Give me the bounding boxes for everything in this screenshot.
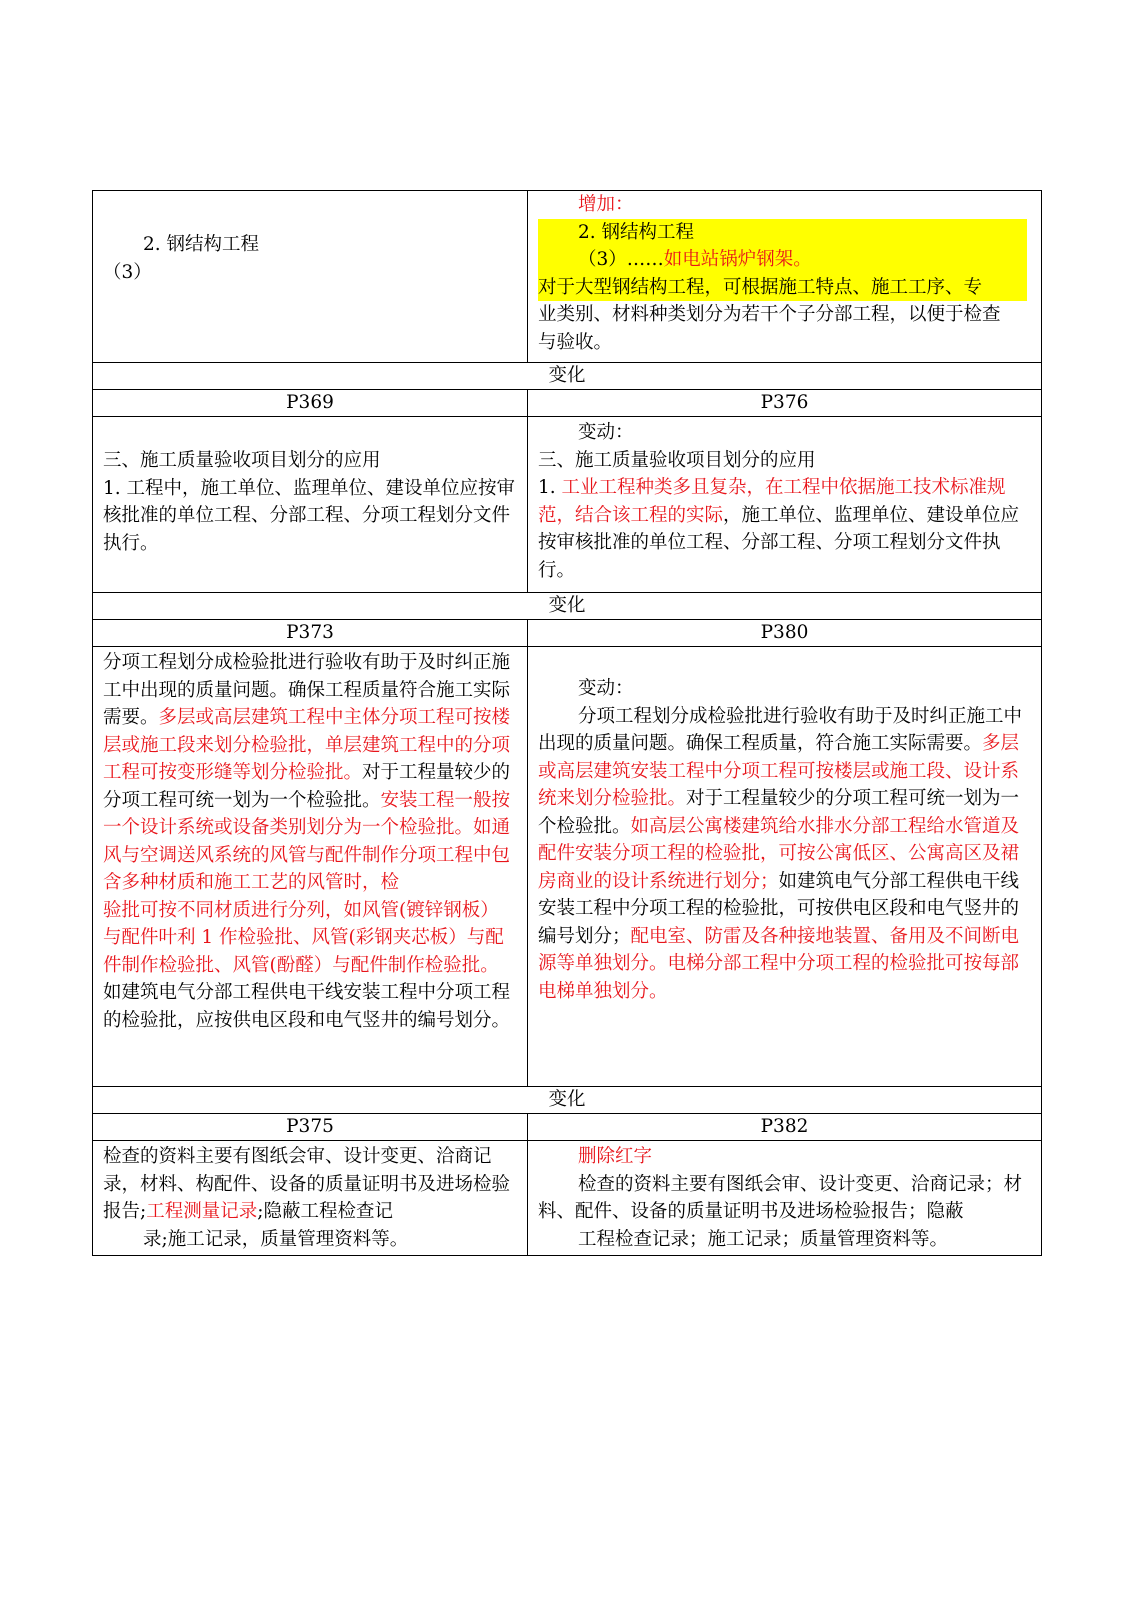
table-row [93,647,1042,1087]
new-page-ref: P382 [528,1114,1042,1141]
paragraph: 1. 工程中，施工单位、监理单位、建设单位应按审核批准的单位工程、分部工程、分项工程划分文件执行。 [103,477,516,554]
highlighted-paragraph: 对于大型钢结构工程，可根据施工特点、施工工序、专 [538,276,983,298]
paragraph [103,649,517,897]
change-label: 变化 [93,363,1042,390]
comparison-table [92,190,1042,1256]
change-label: 变化 [93,1087,1042,1114]
item-prefix: （3）…… [578,249,664,270]
old-text-cell [93,1141,528,1256]
page-ref-row [93,620,1042,647]
paragraph [538,474,1033,584]
body-text: 如建筑电气分部工程供电干线安装工程中分项工程的检验批，应按供电区段和电气竖井的编号划分。 [103,982,511,1031]
table-row [93,1141,1042,1256]
item-number: 1. [538,477,562,498]
red-text: 多层或高层建筑安装工程中分项工程可按楼层或施工段、设计系统来划分检验批。 [538,733,1020,809]
section-title: 2. 钢结构工程 [143,234,260,255]
change-separator-row [93,363,1042,390]
paragraph: 业类别、材料种类划分为若干个子分部工程，以便于检查与验收。 [538,304,1001,353]
body-text: 对于工程量较少的分项工程可统一划为一个检验批。 [103,762,511,811]
old-text-cell [93,191,528,363]
old-text-cell [93,647,528,1087]
section-heading: 三、施工质量验收项目划分的应用 [103,450,381,471]
body-text: 如建筑电气分部工程供电干线安装工程中分项工程的检验批，可按供电区段和电气竖井的编号划分； [538,870,1020,947]
table-row [93,191,1042,363]
new-text-cell [528,1141,1042,1256]
changed-label: 变动： [578,422,634,443]
red-text: 工程测量记录 [146,1201,258,1222]
new-page-ref: P376 [528,390,1042,417]
changed-label: 变动： [578,678,634,699]
red-text: 安装工程一般按一个设计系统或设备类别划分为一个检验批。如通风与空调送风系统的风管与配件制作分项工程中包含多种材质和施工工艺的风管时，检 [103,789,511,893]
new-text-cell [528,417,1042,593]
change-label: 变化 [93,593,1042,620]
paragraph [103,1143,517,1226]
table-row [93,417,1042,593]
body-text: ，施工单位、监理单位、建设单位应按审核批准的单位工程、分部工程、分项工程划分文件执行。 [538,504,1020,581]
item-label: （3） [103,261,152,283]
page-ref-row [93,390,1042,417]
body-text: 对于工程量较少的分项工程可统一划为一个检验批。 [538,788,1020,837]
body-text: ;隐蔽工程检查记 [257,1201,393,1222]
paragraph: 检查的资料主要有图纸会审、设计变更、洽商记录；材料、配件、设备的质量证明书及进场检验报告；隐蔽 [538,1173,1023,1222]
delete-label: 删除红字 [578,1146,653,1167]
paragraph [538,703,1033,1006]
old-page-ref: P369 [93,390,528,417]
paragraph [103,897,517,1035]
red-text: 多层或高层建筑工程中主体分项工程可按楼层或施工段来划分检验批，单层建筑工程中的分项工程可按变形缝等划分检验批。 [103,707,511,783]
paragraph: 工程检查记录；施工记录；质量管理资料等。 [578,1228,949,1250]
paragraph: 录;施工记录，质量管理资料等。 [143,1228,409,1250]
item-red-text: 如电站锅炉钢架。 [663,249,812,270]
body-text: 分项工程划分成检验批进行验收有助于及时纠正施工中出现的质量问题。确保工程质量，符合施工实际需要。 [538,705,1023,754]
body-text: 分项工程划分成检验批进行验收有助于及时纠正施工中出现的质量问题。确保工程质量符合施工实际需要。 [103,652,511,728]
old-page-ref: P375 [93,1114,528,1141]
red-text: 验批可按不同材质进行分列，如风管(镀锌钢板）与配件叶利 1 作检验批、风管(彩钢夹芯板）与配件制作检验批、风管(酚醛）与配件制作检验批。 [103,899,504,976]
change-separator-row [93,1087,1042,1114]
section-heading: 三、施工质量验收项目划分的应用 [538,449,816,471]
red-text: 工业工程种类多且复杂，在工程中依据施工技术标准规范，结合该工程的实际 [538,477,1006,526]
new-page-ref: P380 [528,620,1042,647]
highlighted-block [538,219,1027,302]
section-title: 2. 钢结构工程 [578,221,695,243]
body-text: 检查的资料主要有图纸会审、设计变更、洽商记录，材料、构配件、设备的质量证明书及进场检验报告; [103,1146,511,1222]
added-label: 增加： [578,194,634,215]
new-text-cell [528,647,1042,1087]
old-page-ref: P373 [93,620,528,647]
old-text-cell [93,417,528,593]
red-text: 配电室、防雷及各种接地装置、备用及不间断电源等单独划分。电梯分部工程中分项工程的检验批可按每部电梯单独划分。 [538,925,1020,1002]
comparison-document [92,190,1041,1256]
change-separator-row [93,593,1042,620]
page-ref-row [93,1114,1042,1141]
red-text: 如高层公寓楼建筑给水排水分部工程给水管道及配件安装分项工程的检验批，可按公寓低区、公寓高区及裙房商业的设计系统进行划分； [538,815,1020,892]
item-line [538,246,1027,274]
new-text-cell [528,191,1042,363]
